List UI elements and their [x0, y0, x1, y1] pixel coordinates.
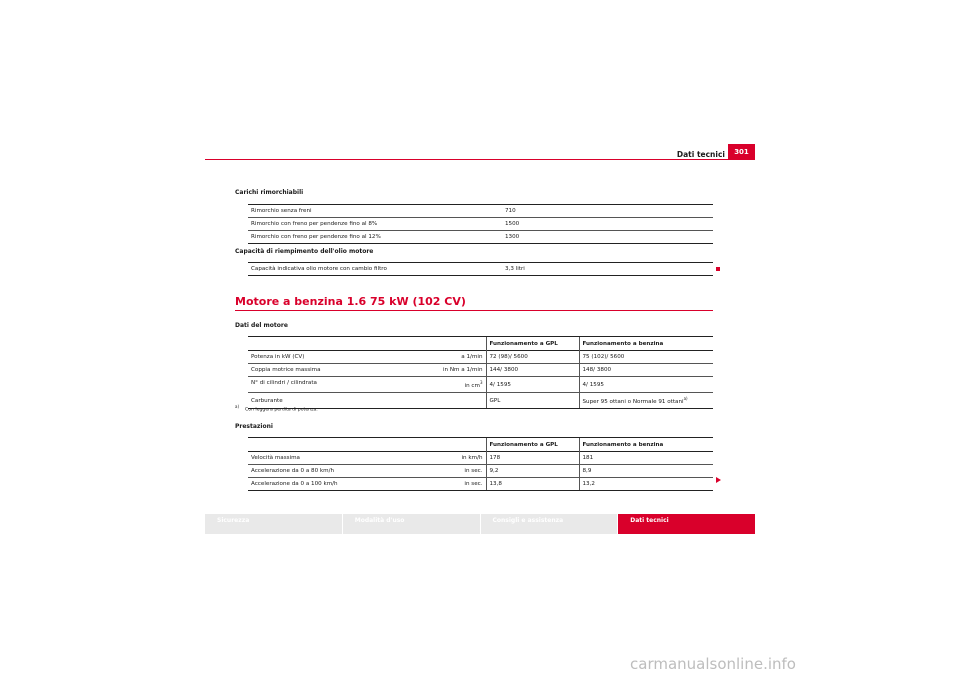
- title-rule: [235, 310, 713, 311]
- cell-benzina: Super 95 ottani o Normale 91 ottani: [582, 398, 684, 405]
- row-unit: in km/h: [461, 455, 483, 461]
- row-value: 1500: [502, 218, 713, 231]
- page-title: Motore a benzina 1.6 75 kW (102 CV): [235, 295, 466, 308]
- cell-benzina: 148/ 3800: [579, 364, 713, 377]
- row-value: 1300: [502, 231, 713, 244]
- row-value: 3,3 litri: [502, 263, 713, 276]
- row-unit: in sec.: [464, 468, 483, 474]
- page-header-title: Dati tecnici: [676, 150, 725, 159]
- col-header-gpl: Funzionamento a GPL: [486, 337, 579, 351]
- unit-superscript: 3: [479, 380, 483, 386]
- page-number: 301: [728, 144, 755, 160]
- cell-gpl: GPL: [486, 393, 579, 409]
- tab-sicurezza[interactable]: Sicurezza: [205, 514, 343, 534]
- footnote-mark: a): [235, 404, 240, 409]
- section-heading-motore: Dati del motore: [235, 322, 288, 329]
- table-carichi: [248, 204, 713, 244]
- row-unit: in sec.: [464, 481, 483, 487]
- footnote: [235, 404, 318, 413]
- table-prestazioni: [248, 437, 713, 491]
- table-row: [248, 231, 713, 244]
- footnote-text: Con leggera perdita di potenza.: [245, 407, 318, 413]
- cell-gpl: 144/ 3800: [486, 364, 579, 377]
- table-row: [248, 351, 713, 364]
- footnote-ref: a): [683, 396, 688, 402]
- table-row: [248, 377, 713, 393]
- row-unit: in cm: [464, 382, 480, 389]
- row-label: Rimorchio con freno per pendenze fino al 12%: [248, 231, 502, 244]
- row-unit: in Nm a 1/min: [443, 367, 483, 373]
- row-label: Accelerazione da 0 a 80 km/h: [251, 468, 335, 474]
- cell-gpl: 13,8: [486, 478, 579, 491]
- tab-consigli-assistenza[interactable]: Consigli e assistenza: [481, 514, 619, 534]
- cell-benzina: 181: [579, 452, 713, 465]
- cell-benzina: 4/ 1595: [579, 377, 713, 393]
- chapter-nav: [205, 514, 755, 534]
- row-label: Rimorchio senza freni: [248, 205, 502, 218]
- continue-arrow-icon: [716, 477, 721, 483]
- cell-benzina: 13,2: [579, 478, 713, 491]
- row-label: Velocità massima: [251, 455, 300, 461]
- row-value: 710: [502, 205, 713, 218]
- table-row: [248, 364, 713, 377]
- table-row: [248, 218, 713, 231]
- table-header-row: [248, 337, 713, 351]
- tab-modalita-uso[interactable]: Modalità d'uso: [343, 514, 481, 534]
- cell-benzina: 8,9: [579, 465, 713, 478]
- col-header-benzina: Funzionamento a benzina: [579, 337, 713, 351]
- table-olio: [248, 262, 713, 276]
- table-motore: [248, 336, 713, 409]
- table-row: [248, 263, 713, 276]
- row-label: Coppia motrice massima: [251, 367, 321, 373]
- row-label: Accelerazione da 0 a 100 km/h: [251, 481, 338, 487]
- row-label: Potenza in kW (CV): [251, 354, 305, 360]
- cell-gpl: 178: [486, 452, 579, 465]
- tab-dati-tecnici[interactable]: Dati tecnici: [618, 514, 755, 534]
- row-label: Carburante: [248, 393, 486, 409]
- row-unit: a 1/min: [461, 354, 483, 360]
- row-label: N° di cilindri / cilindrata: [251, 380, 317, 387]
- cell-gpl: 4/ 1595: [486, 377, 579, 393]
- cell-gpl: 9,2: [486, 465, 579, 478]
- table-row: [248, 452, 713, 465]
- table-header-row: [248, 438, 713, 452]
- watermark: carmanualsonline.info: [630, 655, 796, 673]
- col-header-benzina: Funzionamento a benzina: [579, 438, 713, 452]
- cell-gpl: 72 (98)/ 5600: [486, 351, 579, 364]
- row-label: Rimorchio con freno per pendenze fino al 8%: [248, 218, 502, 231]
- header-rule: [205, 159, 728, 160]
- col-header-gpl: Funzionamento a GPL: [486, 438, 579, 452]
- section-heading-olio: Capacità di riempimento dell'olio motore: [235, 248, 374, 255]
- table-row: [248, 478, 713, 491]
- section-end-marker-icon: [716, 267, 720, 271]
- section-heading-carichi: Carichi rimorchiabili: [235, 189, 304, 196]
- row-label: Capacità indicativa olio motore con cambio filtro: [248, 263, 502, 276]
- table-row: [248, 205, 713, 218]
- cell-benzina: 75 (102)/ 5600: [579, 351, 713, 364]
- table-row: [248, 465, 713, 478]
- section-heading-prestazioni: Prestazioni: [235, 423, 273, 430]
